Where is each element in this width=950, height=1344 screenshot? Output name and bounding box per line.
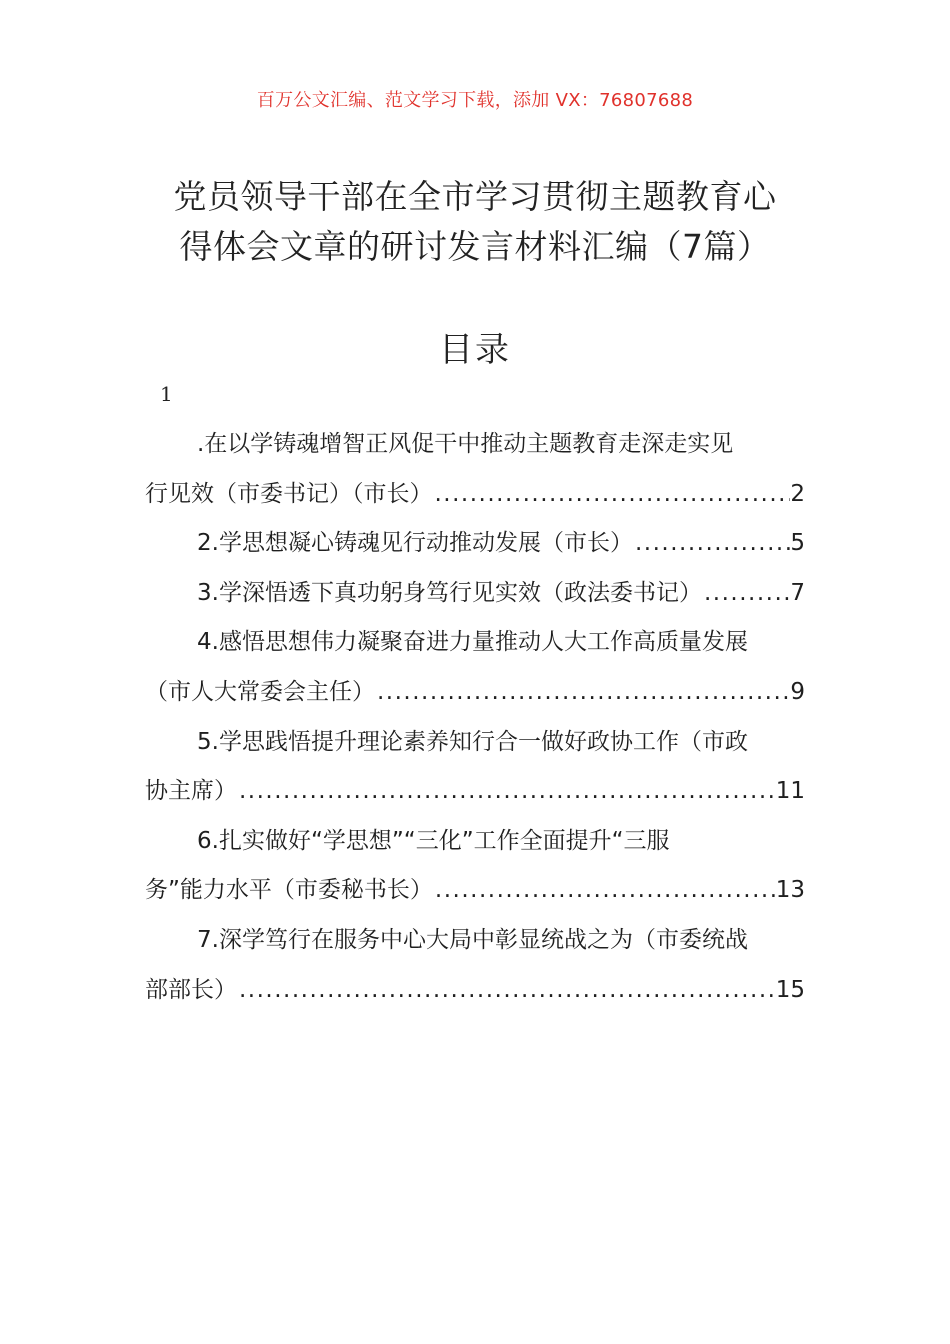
toc-dot-leader [237,966,776,1016]
toc-page-number: 7 [790,579,805,606]
toc-dot-leader [375,668,790,718]
toc-entry-title: 3.学深悟透下真功躬身笃行见实效（政法委书记） [197,579,702,606]
toc-entry-line [145,718,805,768]
toc-entry-title: 5.学思践悟提升理论素养知行合一做好政协工作（市政 [197,728,748,755]
toc-entry-title: .在以学铸魂增智正风促干中推动主题教育走深走实见 [197,431,734,457]
toc-dot-leader [237,767,776,817]
toc-page-number: 2 [790,480,805,507]
toc-entry-title: 7.深学笃行在服务中心大局中彰显统战之为（市委统战 [197,926,748,953]
toc-dot-leader [433,866,776,916]
document-title [100,172,850,272]
toc-entry-title-cont: （市人大常委会主任） [145,678,375,705]
toc-entry-line [145,470,805,520]
title-line-1: 党员领导干部在全市学习贯彻主题教育心 [173,177,777,216]
title-line-2: 得体会文章的研讨发言材料汇编（7篇） [179,227,771,266]
toc-page-number: 13 [775,877,805,904]
toc-entry-title: 2.学思想凝心铸魂见行动推动发展（市长） [197,530,633,557]
toc-entry-line [145,916,805,966]
toc-page-number: 15 [775,976,805,1003]
toc-entry-title-cont: 部部长） [145,976,237,1003]
toc-entry[interactable] [145,618,805,717]
toc-entry-title: 6.扎实做好“学思想”“三化”工作全面提升“三服 [197,827,670,854]
toc-entry-line [145,569,805,619]
toc-entry-line [145,618,805,668]
toc-entry[interactable] [145,420,805,519]
table-of-contents [145,420,805,1015]
toc-page-number: 5 [790,530,805,557]
toc-dot-leader [702,569,790,619]
toc-dot-leader [433,470,791,520]
toc-entry-line [145,668,805,718]
toc-entry-line [145,420,805,470]
toc-entry-title-cont: 行见效（市委书记）（市长） [145,480,433,507]
toc-page-number: 9 [790,678,805,705]
toc-entry[interactable] [145,569,805,619]
toc-entry-line [145,817,805,867]
toc-entry-line [145,966,805,1016]
toc-entry[interactable] [145,817,805,916]
toc-entry-line [145,767,805,817]
toc-page-number: 11 [775,778,805,805]
toc-entry-line [145,866,805,916]
toc-entry[interactable] [145,916,805,1015]
toc-heading: 目录 [439,330,511,370]
toc-entry[interactable] [145,519,805,569]
toc-entry-title: 4.感悟思想伟力凝聚奋进力量推动人大工作高质量发展 [197,629,748,656]
toc-entry[interactable] [145,718,805,817]
toc-entry-title-cont: 务”能力水平（市委秘书长） [145,877,433,904]
header-advertisement: 百万公文汇编、范文学习下载，添加 VX：76807688 [256,90,694,111]
stray-list-number: 1 [160,382,173,406]
toc-entry-title-cont: 协主席） [145,778,237,805]
toc-dot-leader [633,519,790,569]
toc-entry-line [145,519,805,569]
